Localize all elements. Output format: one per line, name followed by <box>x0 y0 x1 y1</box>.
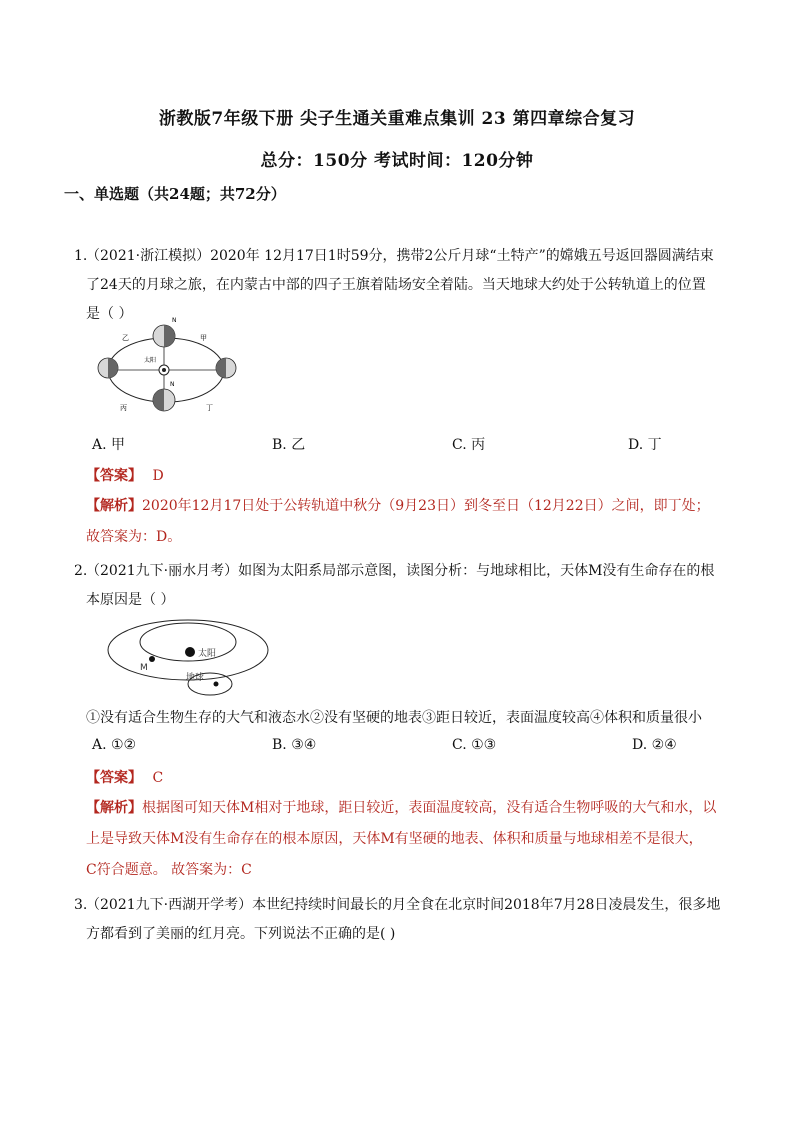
option-d[interactable]: D. ②④ <box>632 737 677 753</box>
question-text-line: （2021·浙江模拟）2020年 12月17日1时59分，携带2公斤月球“土特产”的嫦娥五号返回器圆满结束 <box>86 248 714 264</box>
option-a[interactable]: A. 甲 <box>92 437 126 453</box>
orbit-label-ding: 丁 <box>206 404 213 412</box>
explanation-text: 2020年12月17日处于公转轨道中秋分（9月23日）到冬至日（12月22日）之间，即丁处； <box>142 498 710 514</box>
answer-tag: 【答案】 <box>86 770 142 786</box>
answer-value: D <box>152 468 164 484</box>
sun-label: 太阳 <box>198 649 217 659</box>
option-b[interactable]: B. ③④ <box>272 737 317 753</box>
orbit-label-jia: 甲 <box>200 334 207 342</box>
orbit-label-yi: 乙 <box>122 334 129 342</box>
answer-value: C <box>152 770 164 786</box>
answer-2 <box>86 767 163 787</box>
question-text-line: （2021九下·丽水月考）如图为太阳系局部示意图，读图分析：与地球相比，天体M没有生命存在的根 <box>86 563 715 579</box>
explanation-text: C符合题意。 故答案为：C <box>86 862 252 878</box>
north-label: N <box>172 317 177 324</box>
statement-list: ①没有适合生物生存的大气和液态水②没有坚硬的地表③距日较近，表面温度较高④体积和质量很小 <box>86 710 702 726</box>
question-text-line: 方都看到了美丽的红月亮。下列说法不正确的是( ) <box>86 926 396 942</box>
question-number: 1. <box>74 248 88 264</box>
document-subtitle: 总分：150分 考试时间：120分钟 <box>260 151 534 171</box>
section-heading: 一、单选题（共24题；共72分） <box>64 185 286 203</box>
option-b[interactable]: B. 乙 <box>272 437 306 453</box>
solar-system-figure <box>100 612 290 700</box>
option-a[interactable]: A. ①② <box>92 737 137 753</box>
option-c[interactable]: C. ①③ <box>452 737 497 753</box>
explanation-tag: 【解析】 <box>86 498 142 514</box>
question-text-line: 了24天的月球之旅，在内蒙古中部的四子王旗着陆场安全着陆。当天地球大约处于公转轨道上的位置 <box>86 277 706 293</box>
document-title: 浙教版7年级下册 尖子生通关重难点集训 23 第四章综合复习 <box>158 109 636 129</box>
question-text-line: 是（ ） <box>86 306 133 322</box>
explanation-text: 上是导致天体M没有生命存在的根本原因，天体M有坚硬的地表、体积和质量与地球相差不是很大， <box>86 831 703 847</box>
explanation-text: 根据图可知天体M相对于地球，距日较近，表面温度较高，没有适合生物呼吸的大气和水，以 <box>142 800 717 816</box>
answer-1 <box>86 465 164 485</box>
earth-label: 地球 <box>186 673 205 683</box>
orbit-label-bing: 丙 <box>120 404 127 412</box>
option-c[interactable]: C. 丙 <box>452 437 486 453</box>
north-label: N <box>170 381 175 388</box>
question-text-line: （2021九下·西湖开学考）本世纪持续时间最长的月全食在北京时间2018年7月28日凌晨发生，很多地 <box>86 897 721 913</box>
explanation-tag: 【解析】 <box>86 800 142 816</box>
body-m-label: M <box>140 663 148 673</box>
option-d[interactable]: D. 丁 <box>628 437 662 453</box>
question-number: 3. <box>74 897 88 913</box>
sun-label: 太阳 <box>144 357 157 364</box>
question-number: 2. <box>74 563 88 579</box>
question-text-line: 本原因是（ ） <box>86 592 175 608</box>
earth-orbit-figure <box>92 312 244 418</box>
explanation-text: 故答案为：D。 <box>86 529 182 545</box>
answer-tag: 【答案】 <box>86 468 142 484</box>
